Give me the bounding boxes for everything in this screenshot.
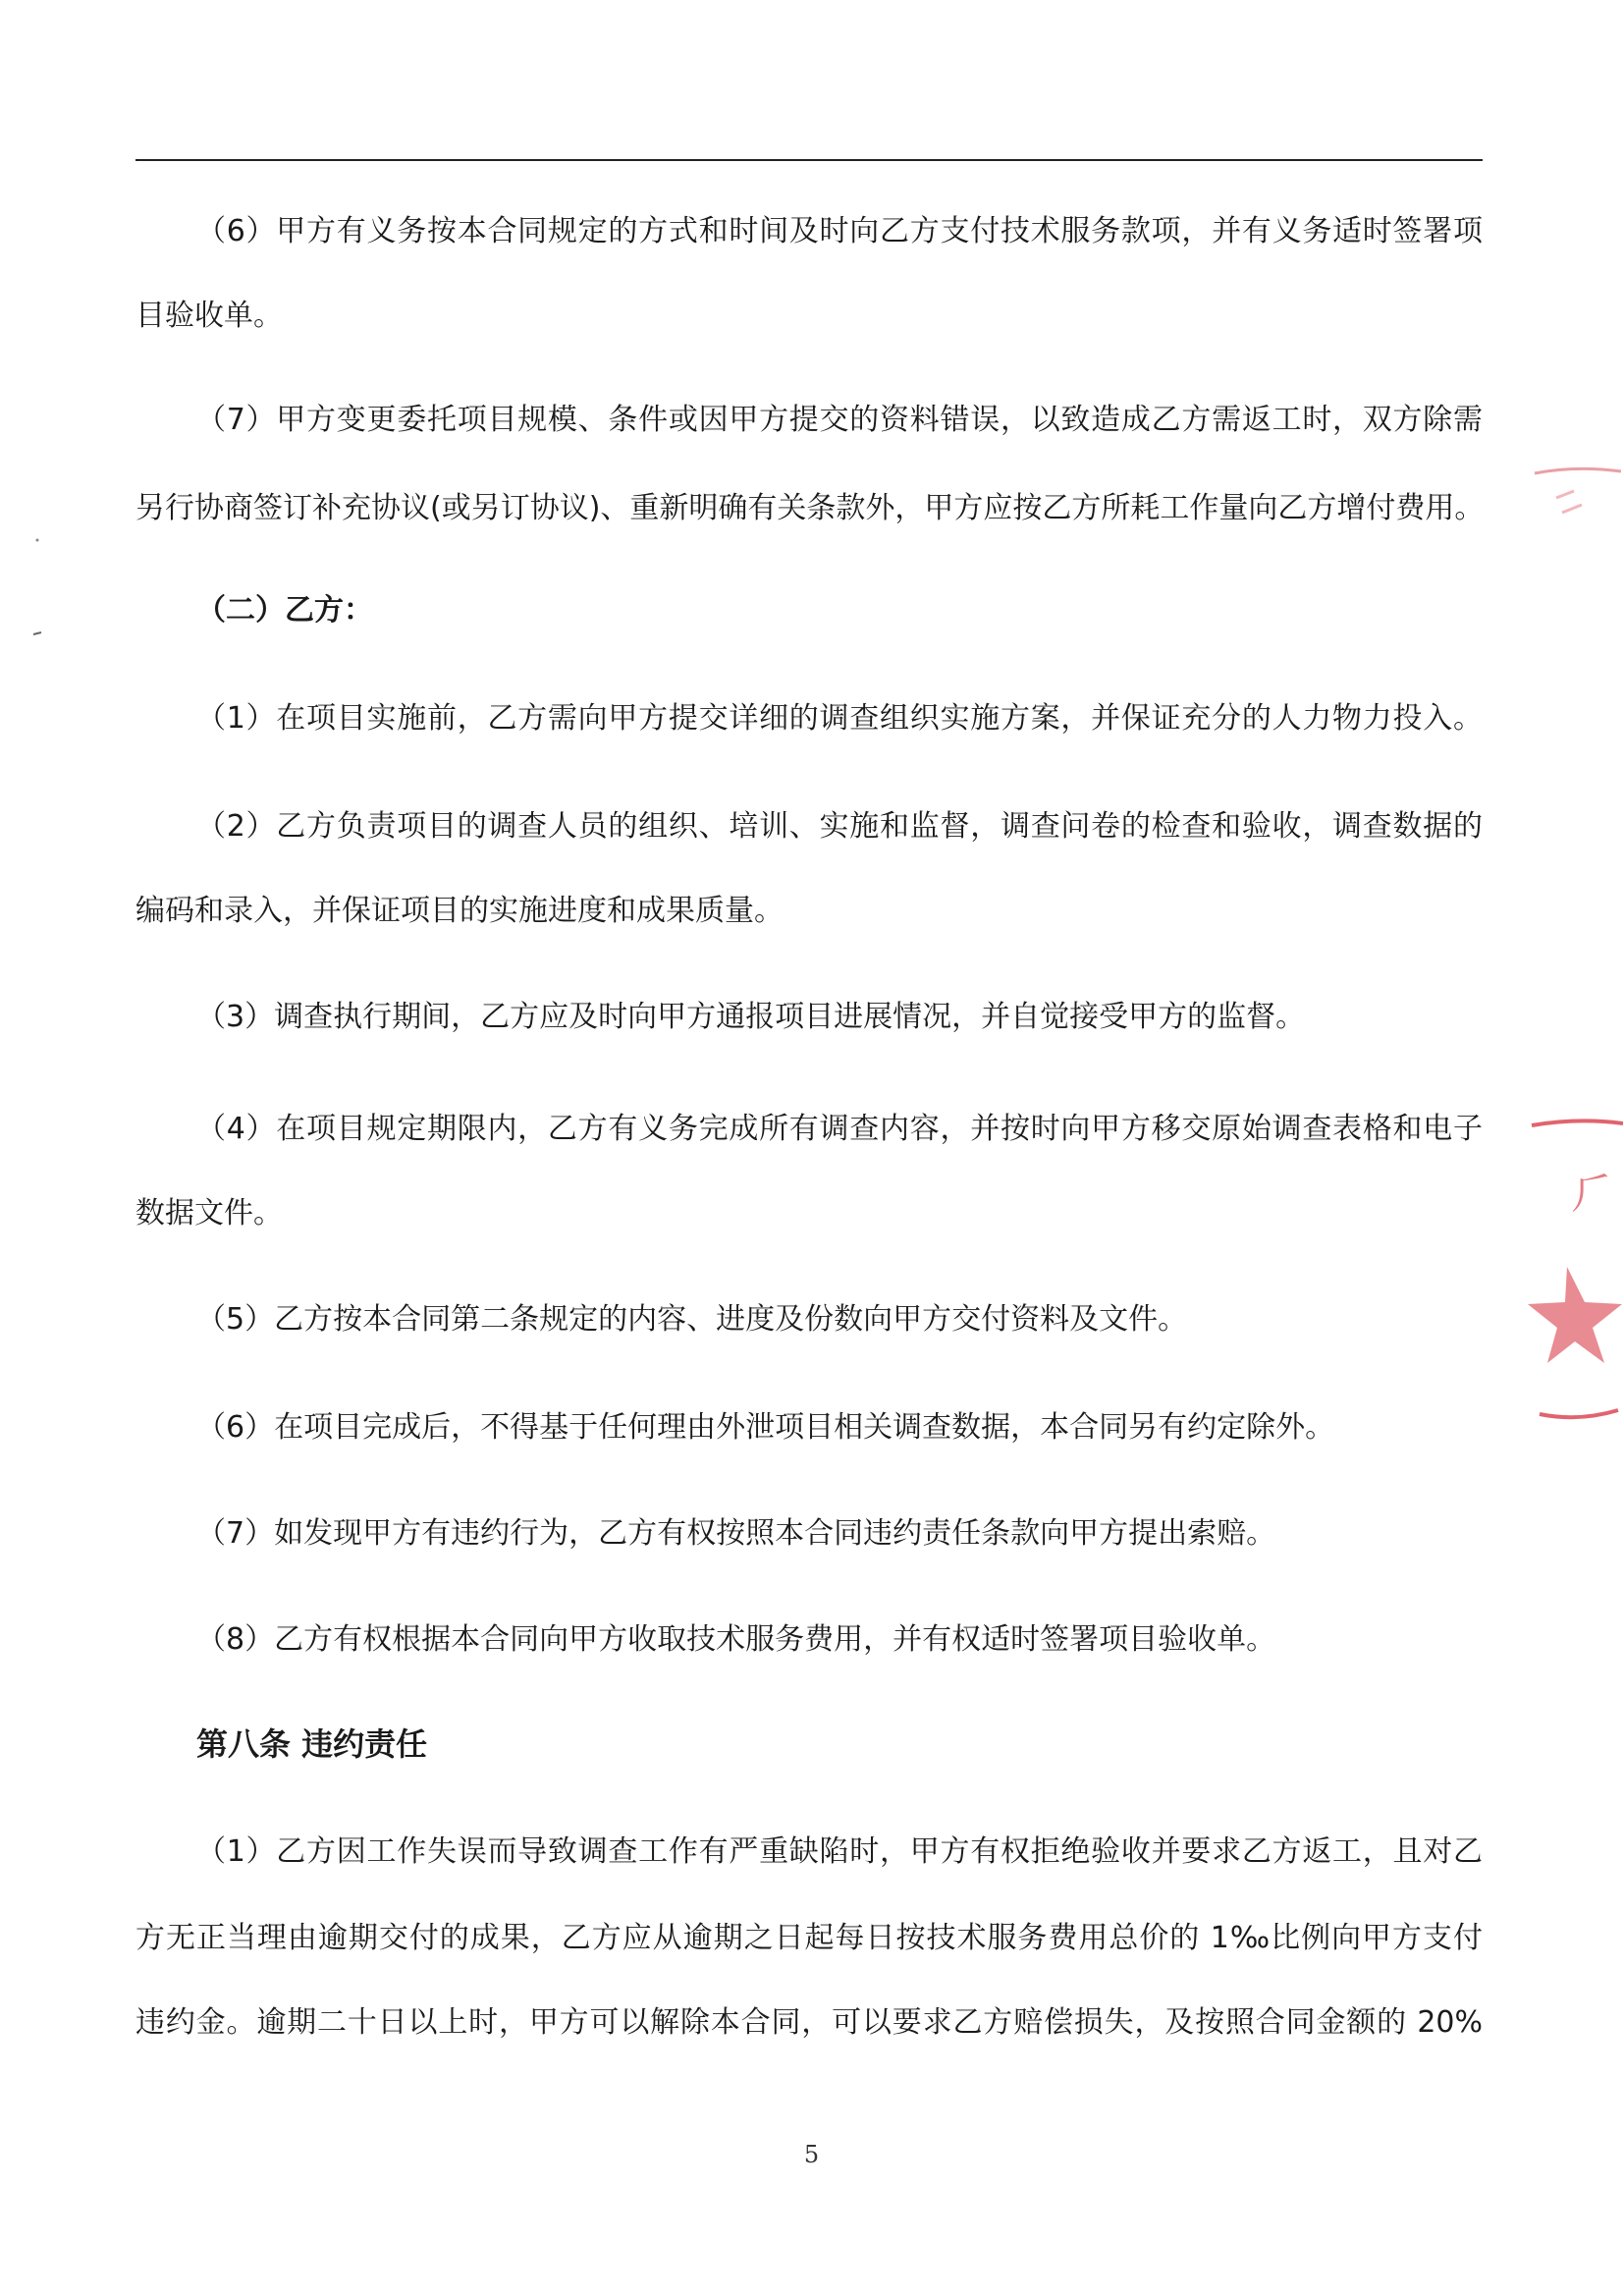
section-heading-party-b: （二）乙方：	[196, 593, 373, 628]
paragraph-b8-line-1: （8）乙方有权根据本合同向甲方收取技术服务费用，并有权适时签署项目验收单。	[196, 1622, 1276, 1657]
paragraph-a7-line-1: （7）甲方变更委托项目规模、条件或因甲方提交的资料错误，以致造成乙方需返工时，双方除需	[196, 403, 1483, 437]
header-rule	[135, 159, 1483, 161]
svg-text:⺁: ⺁	[1571, 1169, 1614, 1219]
paragraph-c1-line-1: （1）乙方因工作失误而导致调查工作有严重缺陷时，甲方有权拒绝验收并要求乙方返工，且对乙	[196, 1834, 1483, 1869]
paragraph-b2-line-2: 编码和录入，并保证项目的实施进度和成果质量。	[135, 894, 784, 928]
paragraph-b7-line-1: （7）如发现甲方有违约行为，乙方有权按照本合同违约责任条款向甲方提出索赔。	[196, 1516, 1276, 1551]
paragraph-b3-line-1: （3）调查执行期间，乙方应及时向甲方通报项目进展情况，并自觉接受甲方的监督。	[196, 1000, 1306, 1034]
paragraph-a6-line-1: （6）甲方有义务按本合同规定的方式和时间及时向乙方支付技术服务款项，并有义务适时签署项	[196, 214, 1483, 248]
paragraph-b6-line-1: （6）在项目完成后，不得基于任何理由外泄项目相关调查数据，本合同另有约定除外。	[196, 1410, 1335, 1445]
paragraph-b5-line-1: （5）乙方按本合同第二条规定的内容、进度及份数向甲方交付资料及文件。	[196, 1302, 1188, 1337]
paragraph-b1-line-1: （1）在项目实施前，乙方需向甲方提交详细的调查组织实施方案，并保证充分的人力物力投入。	[196, 701, 1483, 736]
seal-fragment-top	[1527, 454, 1623, 552]
article-8-heading: 第八条 违约责任	[196, 1725, 428, 1763]
page-number: 5	[803, 2141, 820, 2168]
paragraph-c1-line-3: 违约金。逾期二十日以上时，甲方可以解除本合同，可以要求乙方赔偿损失，及按照合同金额的 20%	[135, 2005, 1483, 2040]
paragraph-a6-line-2: 目验收单。	[135, 299, 283, 333]
paragraph-b4-line-2: 数据文件。	[135, 1196, 283, 1230]
paragraph-b4-line-1: （4）在项目规定期限内，乙方有义务完成所有调查内容，并按时向甲方移交原始调查表格和电子	[196, 1112, 1483, 1146]
seal-fragment-bottom	[1520, 1110, 1623, 1444]
paragraph-b2-line-1: （2）乙方负责项目的调查人员的组织、培训、实施和监督，调查问卷的检查和验收，调查数据的	[196, 809, 1483, 844]
margin-specks	[29, 530, 49, 648]
paragraph-a7-line-2: 另行协商签订补充协议(或另订协议)、重新明确有关条款外，甲方应按乙方所耗工作量向乙方增付费用。	[135, 491, 1485, 525]
paragraph-c1-line-2: 方无正当理由逾期交付的成果，乙方应从逾期之日起每日按技术服务费用总价的 1‰比例向甲方支付	[135, 1921, 1483, 1955]
